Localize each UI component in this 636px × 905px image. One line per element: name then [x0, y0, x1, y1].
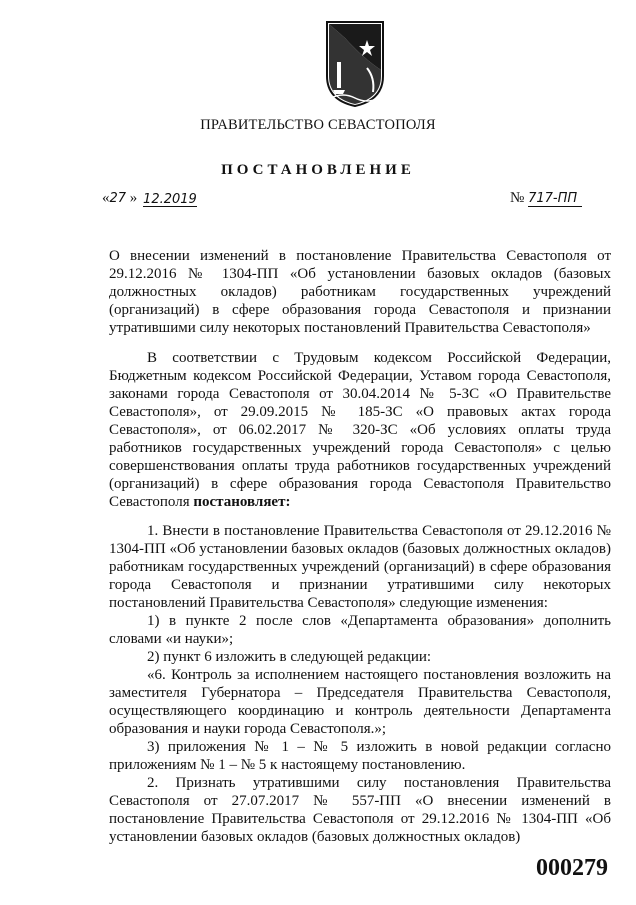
list-item: 3) приложения № 1 – № 5 изложить в новой редакции согласно приложениям № 1 – № 5 к настоящему постановлению. [109, 739, 611, 773]
preamble [109, 349, 611, 511]
date-month-year: 12.2019 [143, 192, 197, 207]
sevastopol-coat-of-arms-icon [323, 18, 387, 108]
date-open-quote: « [102, 190, 110, 206]
list-item: «6. Контроль за исполнением настоящего постановления возложить на заместителя Губернатора – Председателя Правительства Севастополя, осуществляющего координацию и контроль деятельности Департамента образования и науки города Севастополя.»; [109, 667, 611, 737]
list-item: 1. Внести в постановление Правительства Севастополя от 29.12.2016 № 1304-ПП «Об установлении базовых окладов (базовых должностных окладов) работникам государственных учреждений (организаций) в сфере образования города Севастополя и признании утратившими силу некоторых постановлений Правительства Севастополя» следующие изменения: [109, 523, 611, 611]
government-name: ПРАВИТЕЛЬСТВО СЕВАСТОПОЛЯ [200, 117, 436, 133]
list-item: 2. Признать утратившими силу постановления Правительства Севастополя от 27.07.2017 № 557-ПП «О внесении изменений в постановление Правительства Севастополя от 29.12.2016 № 1304-ПП «Об установлении базовых окладов (базовых должностных окладов) [109, 775, 611, 845]
list-item: 1) в пункте 2 после слов «Департамента образования» дополнить словами «и науки»; [109, 613, 611, 647]
preamble-text: В соответствии с Трудовым кодексом Российской Федерации, Бюджетным кодексом Российской Федерации, Уставом города Севастополя, законами города Севастополя от 30.04.2014 № 5-ЗС «О Правительстве Севастополя», от 29.09.2015 № 185-ЗС «О правовых актах города Севастополя», от 06.02.2017 № 320-ЗС «Об условиях оплаты труда работников государственных учреждений города Севастополя» с целью совершенствования оплаты труда работников государственных учреждений (организаций) в сфере образования города Севастополя Правительство Севастополя [109, 350, 611, 510]
number-value: 717-ПП [528, 191, 582, 207]
preamble-verb: постановляет: [193, 494, 291, 510]
resolution-items [109, 522, 611, 846]
document-type: ПОСТАНОВЛЕНИЕ [221, 162, 415, 178]
list-item: 2) пункт 6 изложить в следующей редакции: [147, 649, 432, 665]
title-text: О внесении изменений в постановление Правительства Севастополя от 29.12.2016 № 1304-ПП «Об установлении базовых окладов (базовых должностных окладов) работникам государственных учреждений (организаций) в сфере образования города Севастополя и признании утратившими силу некоторых постановлений Правительства Севастополя» [109, 248, 611, 336]
page-serial-number: 000279 [536, 855, 608, 881]
document-number [510, 190, 582, 207]
document-title [109, 247, 611, 337]
date-day: 27 [109, 191, 127, 206]
number-sign: № [510, 190, 525, 206]
document-date [102, 190, 197, 207]
date-close-quote: » [129, 190, 138, 206]
